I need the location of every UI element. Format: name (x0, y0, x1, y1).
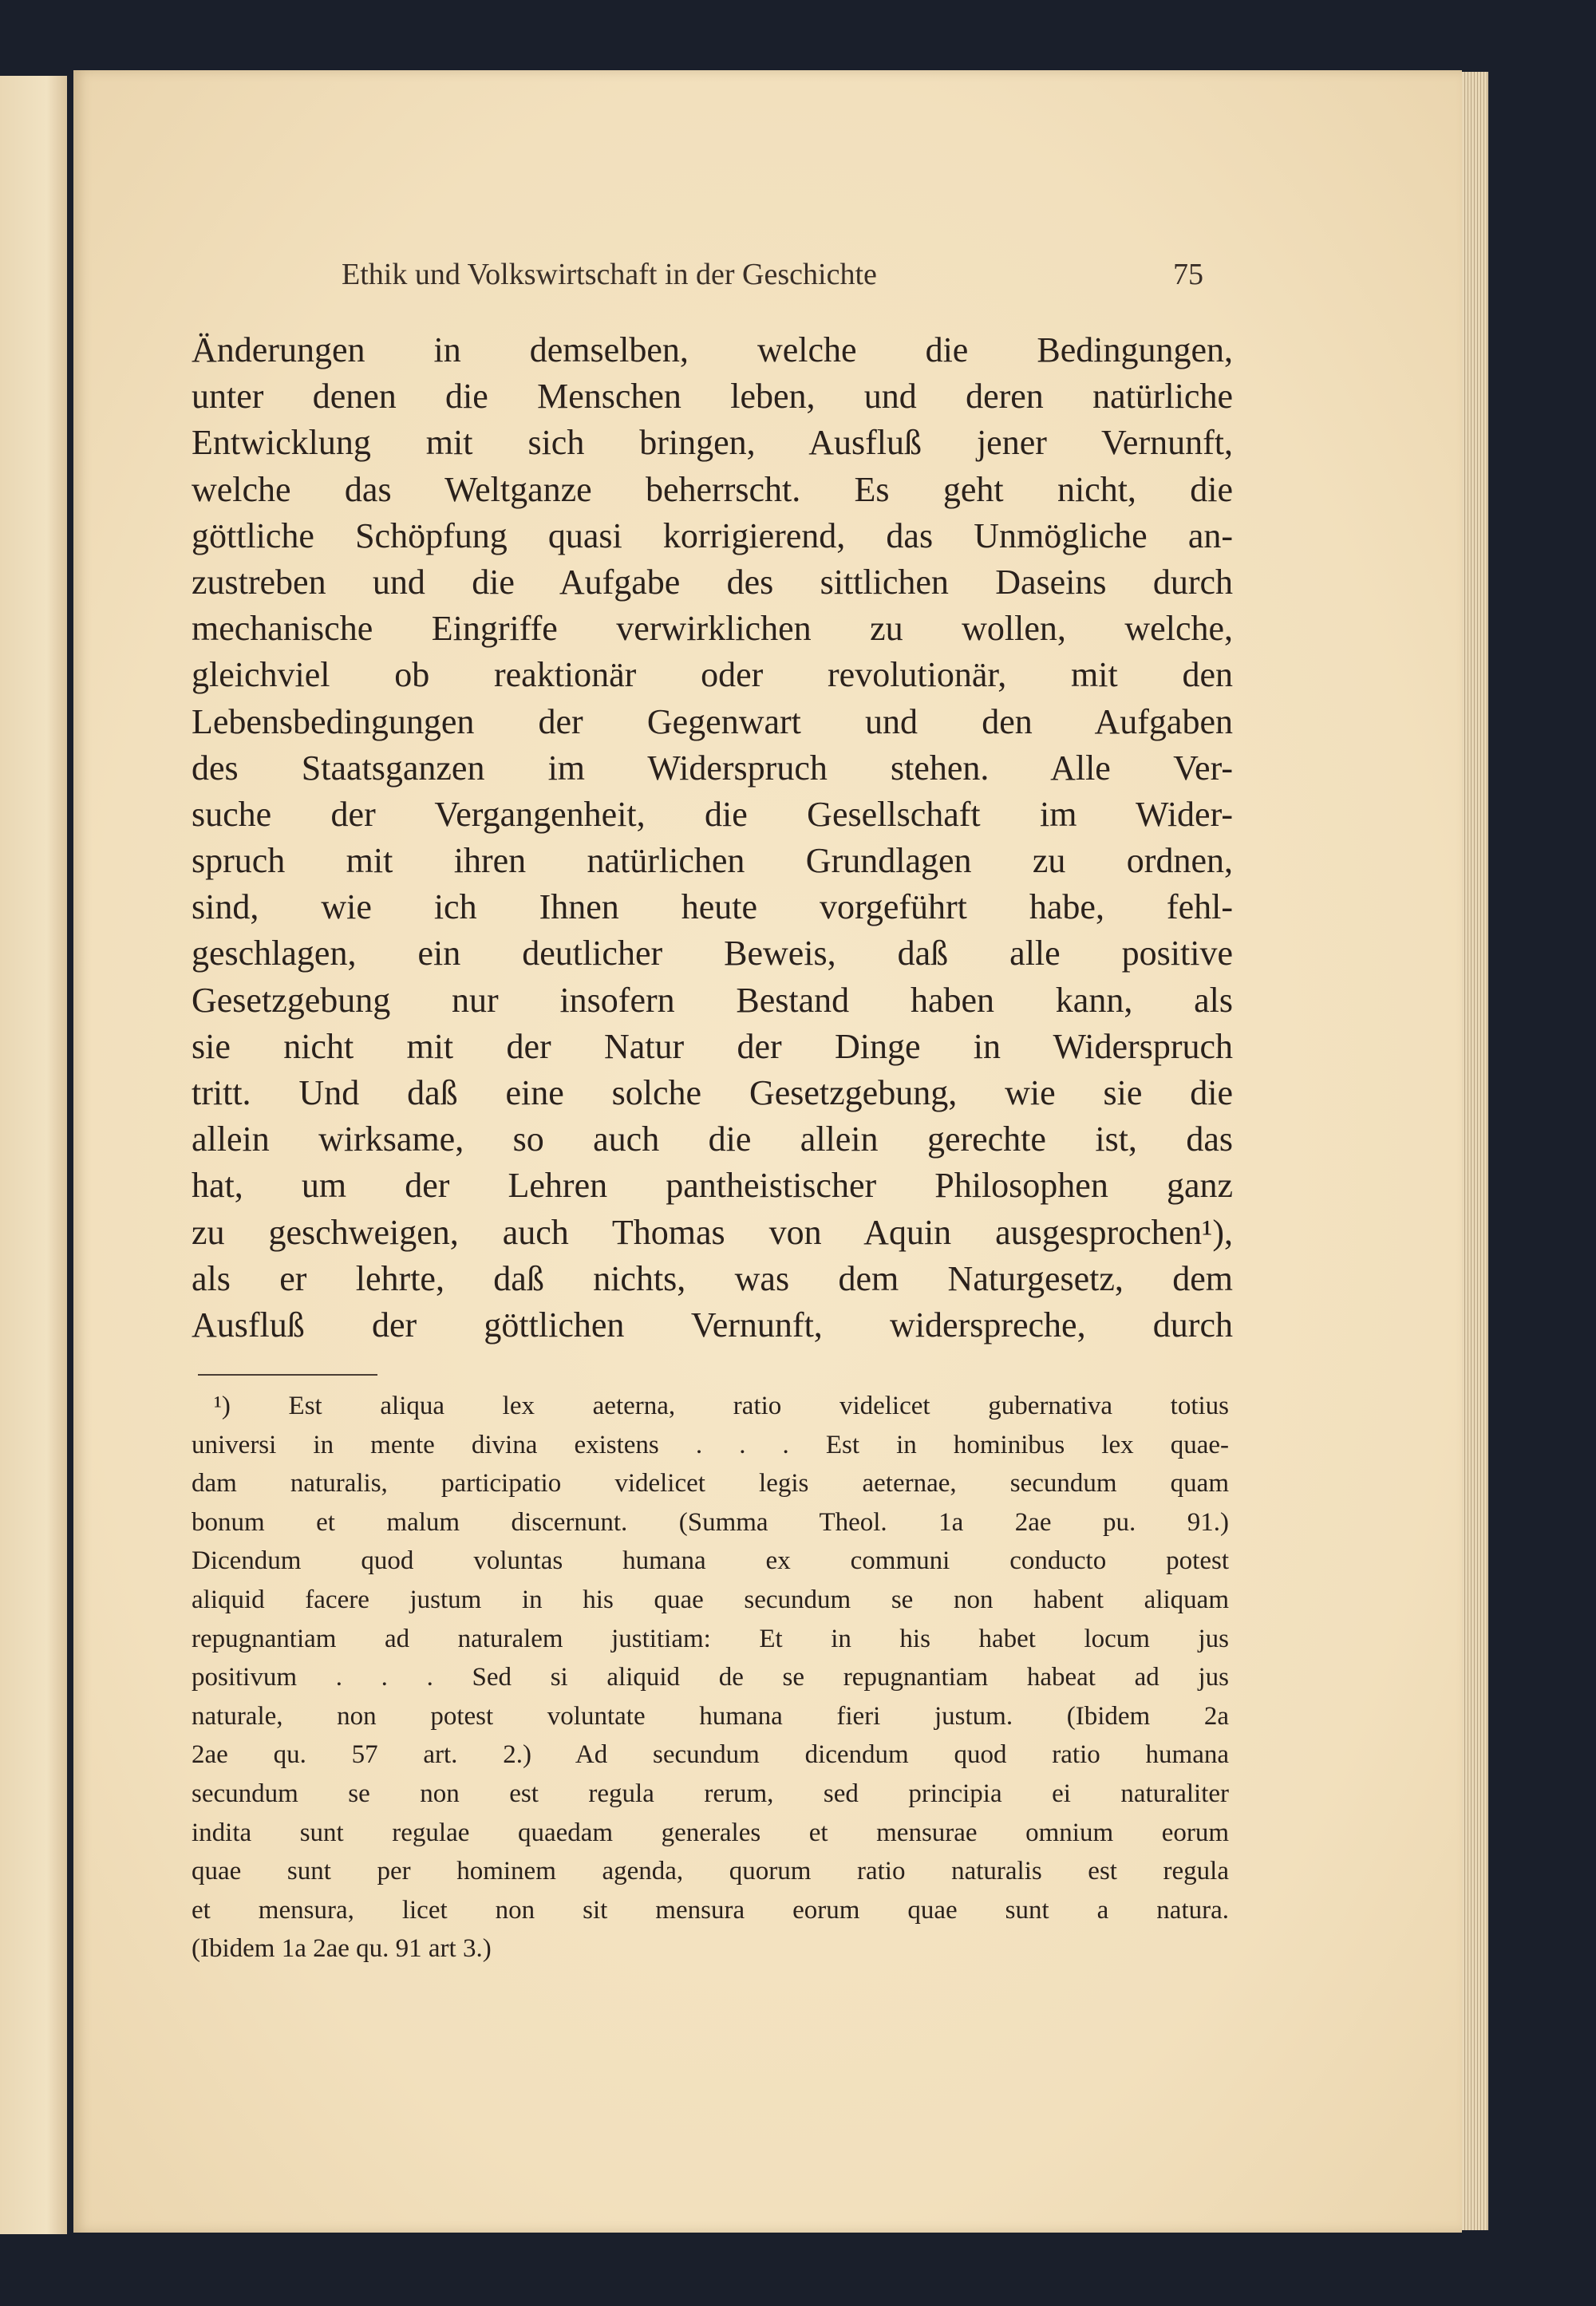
body-line: welche das Weltganze beherrscht. Es geht nicht, die (192, 469, 1233, 509)
footnote-line: ¹) Est aliqua lex aeterna, ratio videlicet gubernativa totius (214, 1392, 1229, 1420)
body-line: hat, um der Lehren pantheistischer Philosophen ganz (192, 1166, 1233, 1206)
footnote-line: secundum se non est regula rerum, sed principia ei naturaliter (192, 1779, 1229, 1808)
body-line: Ausfluß der göttlichen Vernunft, widerspreche, durch (192, 1305, 1233, 1345)
body-line: gleichviel ob reaktionär oder revolutionär, mit den (192, 655, 1233, 695)
body-line: Lebensbedingungen der Gegenwart und den Aufgaben (192, 701, 1233, 741)
footnote-line: bonum et malum discernunt. (Summa Theol. 1a 2ae pu. 91.) (192, 1507, 1229, 1537)
body-line: zustreben und die Aufgabe des sittlichen Daseins durch (192, 562, 1233, 602)
body-line: unter denen die Menschen leben, und deren natürliche (192, 377, 1233, 417)
footnote-line: indita sunt regulae quaedam generales et mensurae omnium eorum (192, 1818, 1229, 1847)
body-line: Gesetzgebung nur insofern Bestand haben kann, als (192, 980, 1233, 1020)
footnote-line: dam naturalis, participatio videlicet legis aeternae, secundum quam (192, 1469, 1229, 1499)
body-line: suche der Vergangenheit, die Gesellschaft im Wider- (192, 794, 1233, 834)
body-line: zu geschweigen, auch Thomas von Aquin ausgesprochen¹), (192, 1212, 1233, 1252)
body-line: spruch mit ihren natürlichen Grundlagen zu ordnen, (192, 841, 1233, 881)
footnote-line: 2ae qu. 57 art. 2.) Ad secundum dicendum quod ratio humana (192, 1740, 1229, 1770)
footnote-line: positivum . . . Sed si aliquid de se repugnantiam habeat ad jus (192, 1663, 1229, 1692)
footnote-line: repugnantiam ad naturalem justitiam: Et in his habet locum jus (192, 1624, 1229, 1653)
footnote-line: et mensura, licet non sit mensura eorum quae sunt a natura. (192, 1895, 1229, 1925)
footnote-rule (198, 1374, 377, 1376)
body-line: tritt. Und daß eine solche Gesetzgebung, wie sie die (192, 1073, 1233, 1112)
body-line: Änderungen in demselben, welche die Bedingungen, (192, 330, 1233, 369)
body-line: sie nicht mit der Natur der Dinge in Widerspruch (192, 1026, 1233, 1066)
footnote-line: Dicendum quod voluntas humana ex communi conducto potest (192, 1546, 1229, 1576)
page-number: 75 (1173, 258, 1203, 291)
body-line: göttliche Schöpfung quasi korrigierend, das Unmögliche an- (192, 515, 1233, 555)
body-line: sind, wie ich Ihnen heute vorgeführt habe, fehl- (192, 887, 1233, 927)
footnote-line: universi in mente divina existens . . . Est in hominibus lex quae- (192, 1430, 1229, 1459)
body-line: allein wirksame, so auch die allein gerechte ist, das (192, 1119, 1233, 1159)
footnote-line: aliquid facere justum in his quae secundum se non habent aliquam (192, 1585, 1229, 1614)
body-line: geschlagen, ein deutlicher Beweis, daß alle positive (192, 934, 1233, 973)
body-line: als er lehrte, daß nichts, was dem Naturgesetz, dem (192, 1258, 1233, 1298)
body-line: des Staatsganzen im Widerspruch stehen. Alle Ver- (192, 748, 1233, 788)
footnote-line: quae sunt per hominem agenda, quorum ratio naturalis est regula (192, 1857, 1229, 1886)
footnote (192, 1387, 1229, 1968)
facing-page-edge (0, 76, 67, 2234)
body-line: mechanische Eingriffe verwirklichen zu wollen, welche, (192, 609, 1233, 649)
running-title: Ethik und Volkswirtschaft in der Geschichte (342, 258, 877, 291)
body-text (192, 327, 1233, 1348)
footnote-line: naturale, non potest voluntate humana fieri justum. (Ibidem 2a (192, 1701, 1229, 1731)
running-header (342, 257, 1203, 292)
footnote-line: (Ibidem 1a 2ae qu. 91 art 3.) (192, 1934, 492, 1964)
body-line: Entwicklung mit sich bringen, Ausfluß jener Vernunft, (192, 423, 1233, 463)
